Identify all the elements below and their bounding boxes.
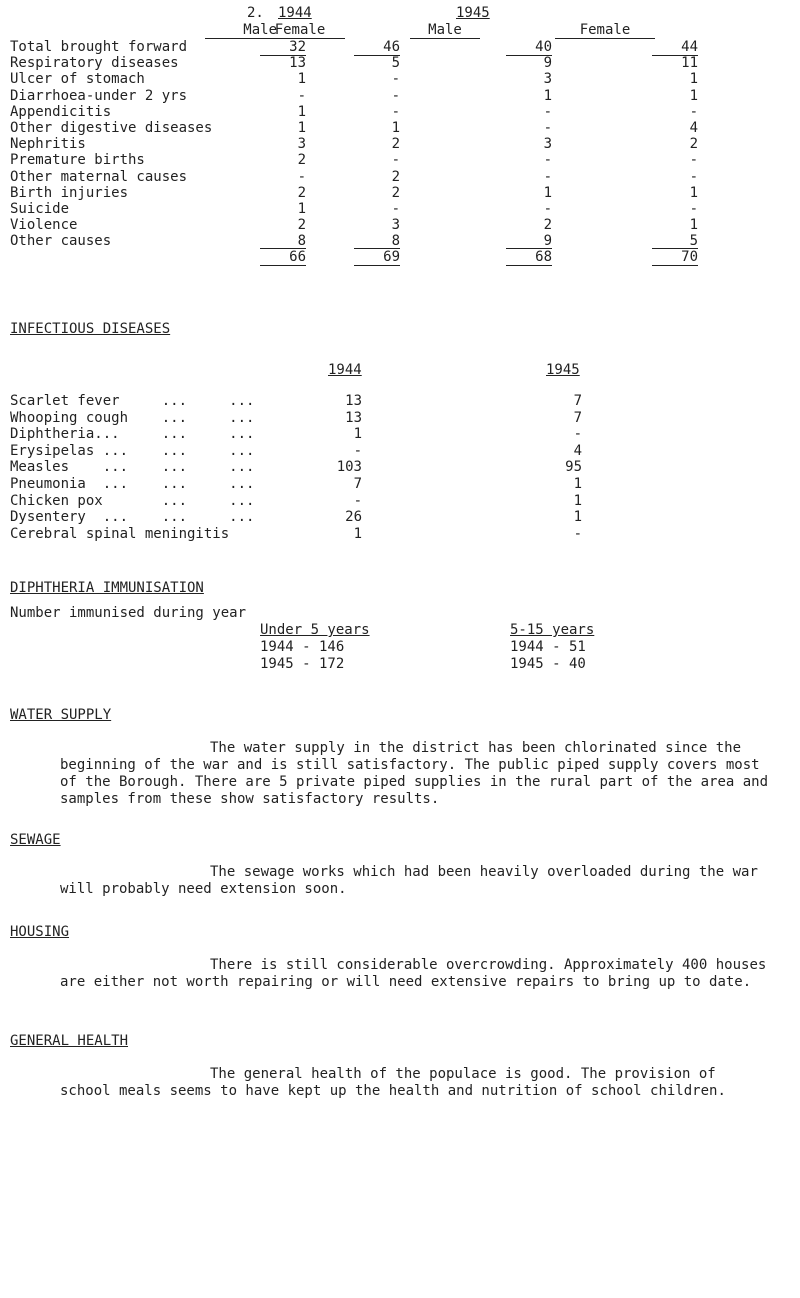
cause-value-f45: 44 <box>652 39 698 56</box>
cause-label: Other causes <box>10 233 112 250</box>
cause-value-m44: 1 <box>297 103 306 120</box>
cause-value-f44: 3 <box>391 217 400 234</box>
cause-value-f45: - <box>689 103 698 120</box>
disease-count-v45: 7 <box>573 409 582 426</box>
housing-text: There is still considerable overcrowding. Approximately 400 houses are either not worth repairing or will need extensive repairs to bring up to date. <box>60 957 767 990</box>
cause-value-m45: - <box>543 103 552 120</box>
disease-label: Scarlet fever ... ... <box>10 393 255 409</box>
cause-label: Premature births <box>10 152 145 169</box>
total-female-1944: 69 <box>354 248 400 266</box>
cause-value-m45: 1 <box>543 184 552 201</box>
cause-value-f45: - <box>689 152 698 169</box>
disease-count-v45: - <box>573 525 582 542</box>
col-male-1945: Male <box>410 22 480 39</box>
diphtheria-intro: Number immunised during year <box>10 605 247 621</box>
cause-value-f45: 1 <box>689 71 698 88</box>
disease-count-v45: 95 <box>565 459 582 476</box>
disease-count-v44: 13 <box>345 393 362 409</box>
col-female-1944: Female <box>255 22 345 39</box>
general-text: The general health of the populace is good. The provision of school meals seems to have kept up the health and nutrition of school children. <box>60 1066 726 1099</box>
disease-count-v45: 1 <box>573 492 582 509</box>
cause-label: Ulcer of stomach <box>10 71 145 88</box>
cause-value-f44: - <box>391 152 400 169</box>
disease-label: Erysipelas ... ... ... <box>10 442 255 459</box>
sewage-paragraph <box>60 864 772 898</box>
disease-count-v44: 7 <box>353 476 362 492</box>
cause-value-f44: - <box>391 103 400 120</box>
cause-value-f45: 1 <box>689 217 698 234</box>
year-1945-header: 1945 <box>456 5 490 21</box>
cause-value-m45: 1 <box>543 87 552 104</box>
cause-value-m44: 32 <box>260 39 306 56</box>
housing-heading: HOUSING <box>10 924 70 940</box>
col-under-5: Under 5 years <box>260 622 370 638</box>
infectious-heading: INFECTIOUS DISEASES <box>10 321 171 337</box>
cause-value-m44: 13 <box>289 55 306 72</box>
disease-count-v44: - <box>353 492 362 509</box>
disease-count-v45: 4 <box>573 442 582 459</box>
disease-label: Cerebral spinal meningitis <box>10 525 230 542</box>
disease-count-v44: 1 <box>353 426 362 443</box>
cause-value-m45: - <box>543 152 552 169</box>
cause-value-f45: - <box>689 168 698 185</box>
col-male-1944: Male <box>205 22 277 39</box>
cause-value-m44: 3 <box>297 136 306 153</box>
housing-paragraph <box>60 957 772 991</box>
disease-count-v44: 26 <box>345 509 362 526</box>
disease-count-v45: 7 <box>573 393 582 409</box>
cause-value-m45: - <box>543 168 552 185</box>
disease-count-v45: - <box>573 426 582 443</box>
cause-value-m44: - <box>297 168 306 185</box>
cause-value-f44: 1 <box>391 120 400 136</box>
cause-label: Suicide <box>10 201 70 217</box>
cause-value-f44: - <box>391 87 400 104</box>
total-male-1944: 66 <box>260 248 306 266</box>
ages5to15-1944: 1944 - 51 <box>510 639 586 655</box>
disease-count-v44: - <box>353 442 362 459</box>
cause-value-m44: 1 <box>297 201 306 217</box>
infectious-year-1944: 1944 <box>328 362 362 378</box>
disease-label: Chicken pox ... ... <box>10 492 255 509</box>
page-marker: 2. <box>247 5 264 21</box>
cause-label: Diarrhoea-under 2 yrs <box>10 87 188 104</box>
cause-value-f45: 2 <box>689 136 698 153</box>
cause-value-m44: - <box>297 87 306 104</box>
water-heading: WATER SUPPLY <box>10 707 112 723</box>
cause-value-f45: 1 <box>689 87 698 104</box>
cause-value-m45: 3 <box>543 71 552 88</box>
cause-value-f45: 11 <box>681 55 698 72</box>
cause-value-f44: 46 <box>354 39 400 56</box>
cause-value-m44: 2 <box>297 152 306 169</box>
cause-value-m45: - <box>543 201 552 217</box>
cause-value-m44: 1 <box>297 71 306 88</box>
cause-value-m44: 2 <box>297 217 306 234</box>
general-heading: GENERAL HEALTH <box>10 1033 129 1049</box>
cause-label: Birth injuries <box>10 184 129 201</box>
col-5-to-15: 5-15 years <box>510 622 595 638</box>
cause-value-f45: - <box>689 201 698 217</box>
disease-label: Dysentery ... ... ... <box>10 509 255 526</box>
disease-count-v45: 1 <box>573 476 582 492</box>
cause-value-m44: 1 <box>297 120 306 136</box>
total-female-1945: 70 <box>652 248 698 266</box>
diphtheria-heading: DIPHTHERIA IMMUNISATION <box>10 580 204 596</box>
cause-value-f45: 4 <box>689 120 698 136</box>
under5-1944: 1944 - 146 <box>260 639 345 655</box>
disease-count-v44: 13 <box>345 409 362 426</box>
cause-value-f44: 2 <box>391 136 400 153</box>
ages5to15-1945: 1945 - 40 <box>510 656 586 672</box>
water-text: The water supply in the district has been chlorinated since the beginning of the war and is still satisfactory. The public piped supply covers most of the Borough. There are 5 private piped supplies in the rural part of the area and samples from these show satisfactory results. <box>60 740 769 807</box>
year-1944-header: 1944 <box>278 5 312 21</box>
cause-value-f44: 2 <box>391 168 400 185</box>
col-female-1945: Female <box>555 22 655 39</box>
cause-value-m45: - <box>543 120 552 136</box>
cause-value-f44: 8 <box>391 233 400 250</box>
cause-label: Other digestive diseases <box>10 120 213 136</box>
cause-label: Other maternal causes <box>10 168 188 185</box>
under5-1945: 1945 - 172 <box>260 656 345 672</box>
cause-value-f45: 1 <box>689 184 698 201</box>
sewage-text: The sewage works which had been heavily overloaded during the war will probably need extension soon. <box>60 864 758 897</box>
disease-label: Measles ... ... ... <box>10 459 255 476</box>
cause-label: Nephritis <box>10 136 86 153</box>
cause-value-f44: 2 <box>391 184 400 201</box>
cause-value-f45: 5 <box>689 233 698 250</box>
water-paragraph <box>60 740 772 808</box>
general-paragraph <box>60 1066 772 1100</box>
disease-count-v44: 103 <box>336 459 362 476</box>
cause-value-m44: 2 <box>297 184 306 201</box>
sewage-heading: SEWAGE <box>10 832 61 848</box>
cause-value-f44: 5 <box>391 55 400 72</box>
disease-count-v45: 1 <box>573 509 582 526</box>
infectious-year-1945: 1945 <box>546 362 580 378</box>
cause-label: Violence <box>10 217 78 234</box>
disease-count-v44: 1 <box>353 525 362 542</box>
cause-value-m45: 3 <box>543 136 552 153</box>
cause-value-m45: 40 <box>506 39 552 56</box>
cause-label: Total brought forward <box>10 39 188 55</box>
disease-label: Pneumonia ... ... ... <box>10 476 255 492</box>
disease-label: Diphtheria... ... ... <box>10 426 255 443</box>
cause-label: Appendicitis <box>10 103 112 120</box>
cause-value-m45: 9 <box>543 55 552 72</box>
total-male-1945: 68 <box>506 248 552 266</box>
cause-value-f44: - <box>391 71 400 88</box>
cause-value-m45: 2 <box>543 217 552 234</box>
cause-label: Respiratory diseases <box>10 55 179 72</box>
disease-label: Whooping cough ... ... <box>10 409 255 426</box>
cause-value-m45: 9 <box>543 233 552 250</box>
cause-value-m44: 8 <box>297 233 306 250</box>
cause-value-f44: - <box>391 201 400 217</box>
